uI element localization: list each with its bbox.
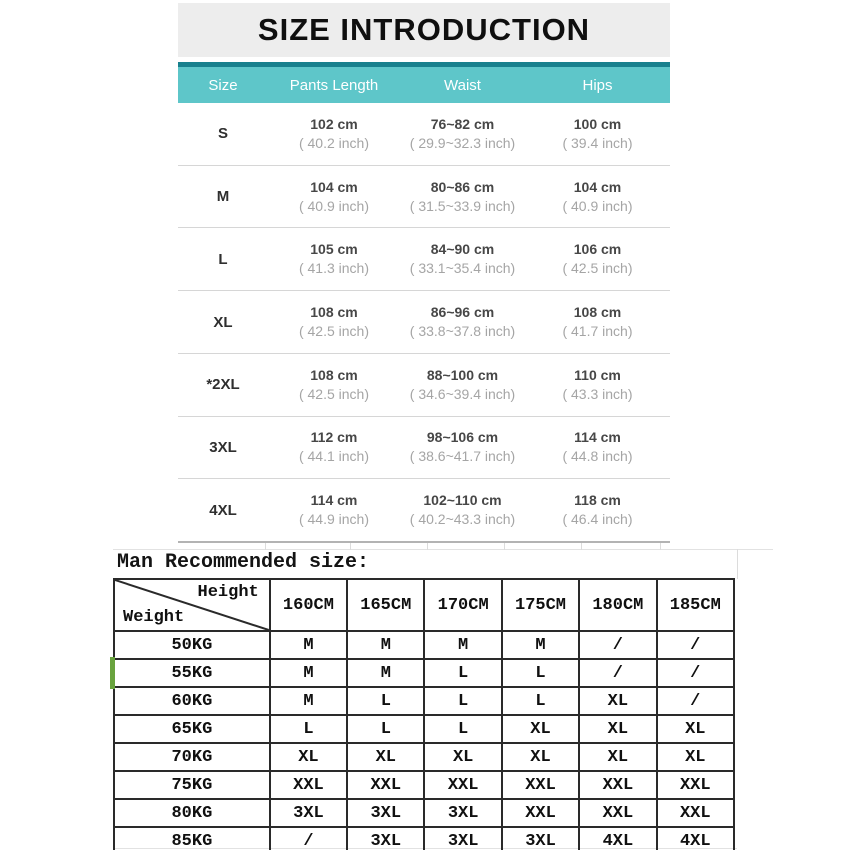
recommend-row-55kg: [114, 659, 734, 687]
pants-cm: 105 cm: [310, 241, 358, 258]
size-value: /: [657, 631, 734, 659]
hips-cm: 104 cm: [573, 178, 622, 195]
hips-cm: 108 cm: [573, 304, 622, 321]
pants-cm: 112 cm: [310, 429, 358, 446]
size-value: XXL: [424, 771, 501, 799]
pants-inch: ( 41.3 inch): [298, 260, 370, 277]
size-value: XL: [579, 715, 656, 743]
recommend-row-75kg: [114, 771, 734, 799]
height-header: 165CM: [347, 579, 424, 631]
waist-cell: [400, 240, 525, 278]
size-value: L: [502, 659, 579, 687]
size-value: 3XL: [424, 799, 501, 827]
height-header: 180CM: [579, 579, 656, 631]
waist-inch: ( 40.2~43.3 inch): [409, 511, 516, 528]
gridline: [660, 543, 661, 550]
pants-inch: ( 42.5 inch): [298, 323, 370, 340]
hips-cell: [525, 491, 670, 529]
size-value: /: [657, 687, 734, 715]
size-value: XL: [502, 743, 579, 771]
size-value: XL: [424, 743, 501, 771]
hips-inch: ( 42.5 inch): [562, 260, 633, 277]
size-table-body: [178, 103, 670, 543]
waist-inch: ( 38.6~41.7 inch): [409, 448, 516, 465]
size-value: 3XL: [347, 827, 424, 850]
size-value: XXL: [579, 771, 656, 799]
hips-cm: 106 cm: [573, 241, 622, 258]
size-value: M: [270, 659, 347, 687]
gridline: [265, 543, 266, 550]
pants-cell: [268, 366, 400, 404]
size-cell: 3XL: [209, 438, 237, 456]
size-value: XL: [347, 743, 424, 771]
gridline: [350, 543, 351, 550]
gridline: [113, 549, 773, 550]
pants-cm: 108 cm: [310, 366, 358, 383]
pants-inch: ( 44.9 inch): [298, 511, 370, 528]
waist-cm: 102~110 cm: [423, 492, 502, 509]
size-value: XL: [270, 743, 347, 771]
header-hips: Hips: [582, 76, 613, 94]
waist-inch: ( 31.5~33.9 inch): [409, 197, 516, 214]
size-value: 4XL: [579, 827, 656, 850]
size-row-2xl: [178, 354, 670, 417]
recommend-row-60kg: [114, 687, 734, 715]
size-value: XXL: [579, 799, 656, 827]
pants-cm: 108 cm: [310, 304, 358, 321]
size-value: XL: [579, 743, 656, 771]
size-value: L: [424, 715, 501, 743]
height-header: 160CM: [270, 579, 347, 631]
size-value: L: [424, 687, 501, 715]
pants-cell: [268, 491, 400, 529]
size-value: 3XL: [270, 799, 347, 827]
size-table-header: [178, 62, 670, 103]
size-row-m: [178, 166, 670, 229]
header-waist: Waist: [444, 76, 481, 94]
size-value: L: [347, 715, 424, 743]
size-value: XXL: [502, 799, 579, 827]
hips-cm: 114 cm: [574, 429, 621, 446]
weight-label: 60KG: [114, 687, 270, 715]
size-value: /: [579, 631, 656, 659]
weight-label: 55KG: [114, 659, 270, 687]
waist-cell: [400, 178, 525, 216]
size-row-xl: [178, 291, 670, 354]
waist-cell: [400, 366, 525, 404]
size-value: /: [579, 659, 656, 687]
recommend-row-80kg: [114, 799, 734, 827]
waist-inch: ( 29.9~32.3 inch): [409, 134, 516, 151]
size-value: M: [502, 631, 579, 659]
hips-inch: ( 46.4 inch): [562, 511, 633, 528]
size-value: XXL: [657, 771, 734, 799]
recommend-header-row: [114, 579, 734, 631]
size-value: 4XL: [657, 827, 734, 850]
waist-cm: 98~106 cm: [426, 429, 499, 446]
size-value: /: [657, 659, 734, 687]
size-cell: *2XL: [206, 376, 240, 394]
hips-cm: 118 cm: [574, 492, 621, 509]
pants-inch: ( 40.2 inch): [298, 134, 370, 151]
size-cell: M: [216, 188, 230, 206]
height-header: 185CM: [657, 579, 734, 631]
pants-cell: [268, 240, 400, 278]
size-row-l: [178, 228, 670, 291]
page-title: SIZE INTRODUCTION: [257, 12, 591, 47]
gridline: [504, 543, 505, 550]
hips-inch: ( 43.3 inch): [562, 385, 633, 402]
gridline: [581, 543, 582, 550]
hips-cell: [525, 428, 670, 466]
height-header: 170CM: [424, 579, 501, 631]
waist-cm: 76~82 cm: [430, 115, 495, 132]
size-value: M: [347, 631, 424, 659]
recommend-row-65kg: [114, 715, 734, 743]
size-value: /: [270, 827, 347, 850]
waist-cm: 88~100 cm: [426, 366, 499, 383]
gridline: [737, 549, 738, 579]
header-size: Size: [208, 76, 238, 94]
size-row-s: [178, 103, 670, 166]
pants-cell: [268, 428, 400, 466]
pants-cell: [268, 178, 400, 216]
waist-inch: ( 33.1~35.4 inch): [409, 260, 516, 277]
hips-cell: [525, 178, 670, 216]
size-row-3xl: [178, 417, 670, 480]
size-value: XL: [502, 715, 579, 743]
waist-cm: 86~96 cm: [430, 304, 495, 321]
hips-inch: ( 40.9 inch): [562, 197, 633, 214]
size-value: XXL: [270, 771, 347, 799]
recommend-caption: Man Recommended size:: [117, 551, 370, 574]
hips-cell: [525, 115, 670, 153]
recommend-row-70kg: [114, 743, 734, 771]
hips-inch: ( 41.7 inch): [562, 323, 633, 340]
header-pants-length: Pants Length: [289, 76, 379, 94]
size-value: XL: [657, 715, 734, 743]
hips-cell: [525, 366, 670, 404]
pants-cell: [268, 303, 400, 341]
recommend-table: [113, 578, 735, 850]
pants-cm: 114 cm: [310, 492, 358, 509]
height-header: 175CM: [502, 579, 579, 631]
waist-cell: [400, 491, 525, 529]
waist-cm: 84~90 cm: [430, 241, 495, 258]
weight-label: 50KG: [114, 631, 270, 659]
size-value: L: [424, 659, 501, 687]
size-value: 3XL: [502, 827, 579, 850]
weight-label: 80KG: [114, 799, 270, 827]
size-cell: XL: [213, 313, 233, 331]
waist-cm: 80~86 cm: [430, 178, 495, 195]
size-value: XXL: [502, 771, 579, 799]
waist-cell: [400, 115, 525, 153]
size-row-4xl: [178, 479, 670, 541]
pants-inch: ( 44.1 inch): [298, 448, 370, 465]
size-value: 3XL: [424, 827, 501, 850]
weight-label: 75KG: [114, 771, 270, 799]
size-value: M: [270, 687, 347, 715]
size-value: M: [347, 659, 424, 687]
hips-cm: 110 cm: [574, 366, 621, 383]
pants-inch: ( 42.5 inch): [298, 385, 370, 402]
size-value: L: [347, 687, 424, 715]
pants-inch: ( 40.9 inch): [298, 197, 370, 214]
pants-cell: [268, 115, 400, 153]
waist-inch: ( 33.8~37.8 inch): [409, 323, 516, 340]
size-value: M: [270, 631, 347, 659]
title-banner: [178, 3, 670, 57]
size-value: L: [502, 687, 579, 715]
waist-inch: ( 34.6~39.4 inch): [409, 385, 516, 402]
size-cell: S: [217, 125, 228, 143]
hips-cell: [525, 303, 670, 341]
waist-cell: [400, 428, 525, 466]
pants-cm: 104 cm: [310, 178, 358, 195]
weight-label: 85KG: [114, 827, 270, 850]
recommend-row-85kg: [114, 827, 734, 850]
gridline: [427, 543, 428, 550]
size-value: M: [424, 631, 501, 659]
hips-inch: ( 44.8 inch): [562, 448, 633, 465]
hips-cm: 100 cm: [573, 115, 622, 132]
hips-inch: ( 39.4 inch): [562, 134, 633, 151]
size-value: XL: [579, 687, 656, 715]
height-weight-corner-cell: [114, 579, 270, 631]
green-selection-marker: [110, 657, 115, 689]
recommend-row-50kg: [114, 631, 734, 659]
corner-height-label: Height: [197, 583, 259, 602]
size-value: XXL: [347, 771, 424, 799]
size-cell: 4XL: [209, 501, 237, 519]
waist-cell: [400, 303, 525, 341]
weight-label: 65KG: [114, 715, 270, 743]
pants-cm: 102 cm: [310, 115, 358, 132]
size-cell: L: [218, 250, 228, 268]
weight-label: 70KG: [114, 743, 270, 771]
size-value: XL: [657, 743, 734, 771]
hips-cell: [525, 240, 670, 278]
corner-weight-label: Weight: [123, 608, 185, 627]
size-value: 3XL: [347, 799, 424, 827]
size-value: XXL: [657, 799, 734, 827]
size-value: L: [270, 715, 347, 743]
